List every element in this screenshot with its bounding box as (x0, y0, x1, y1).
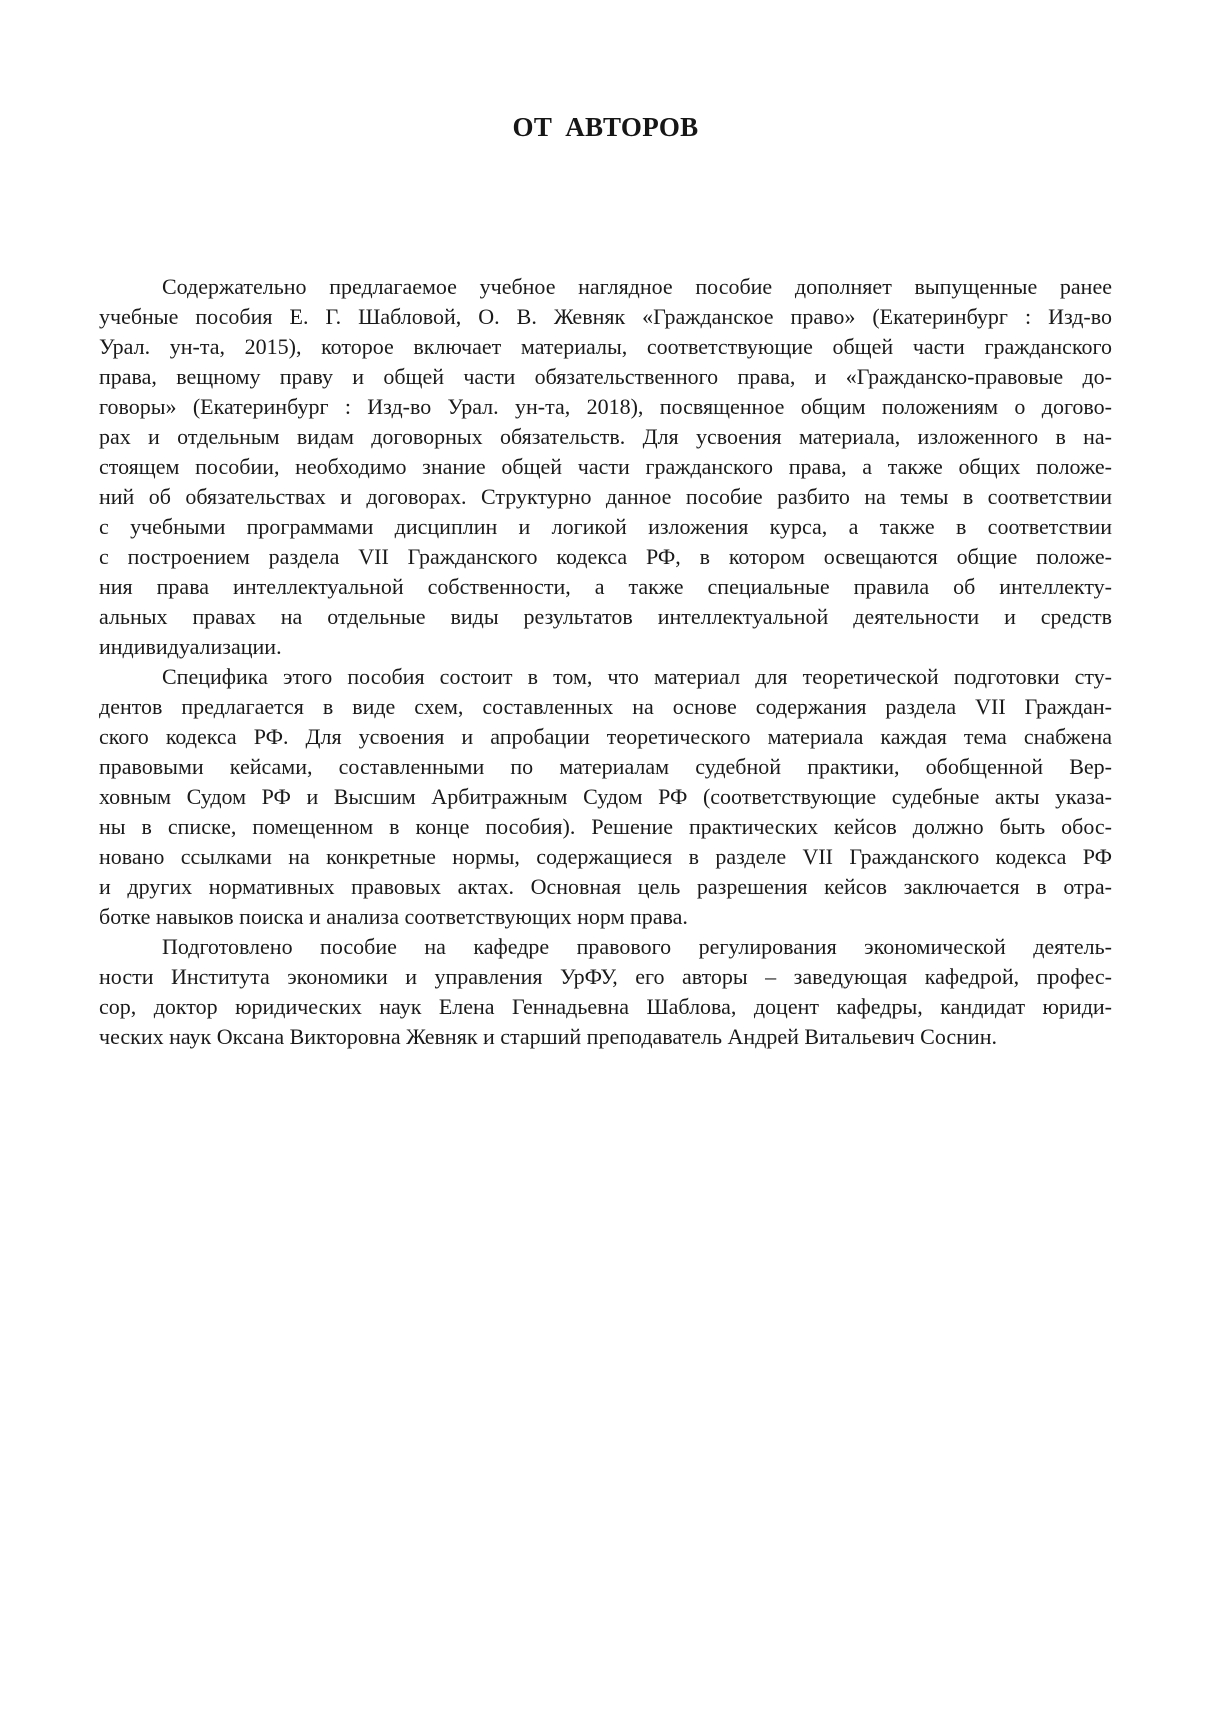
text-line: и других нормативных правовых актах. Основная цель разрешения кейсов заключается в отра- (99, 874, 1112, 899)
text-line: новано ссылками на конкретные нормы, содержащиеся в разделе VII Гражданского кодекса РФ (99, 844, 1112, 869)
text-line: Урал. ун-та, 2015), которое включает материалы, соответствующие общей части гражданского (99, 334, 1112, 359)
document-body (99, 272, 1112, 1052)
text-line: Содержательно предлагаемое учебное наглядное пособие дополняет выпущенные ранее (162, 274, 1112, 299)
text-line: ческих наук Оксана Викторовна Жевняк и старший преподаватель Андрей Витальевич Соснин. (99, 1024, 997, 1049)
text-line: стоящем пособии, необходимо знание общей части гражданского права, а также общих положе- (99, 454, 1112, 479)
text-line: права, вещному праву и общей части обязательственного права, и «Гражданско-правовые до- (99, 364, 1112, 389)
text-line: дентов предлагается в виде схем, составленных на основе содержания раздела VII Граждан- (99, 694, 1112, 719)
page-title: ОТ АВТОРОВ (512, 112, 699, 142)
text-line: ны в списке, помещенном в конце пособия). Решение практических кейсов должно быть обос- (99, 814, 1112, 839)
text-line: правовыми кейсами, составленными по материалам судебной практики, обобщенной Вер- (99, 754, 1112, 779)
text-line: ботке навыков поиска и анализа соответствующих норм права. (99, 904, 688, 929)
text-line: с учебными программами дисциплин и логикой изложения курса, а также в соответствии (99, 514, 1112, 539)
text-line: ности Института экономики и управления УрФУ, его авторы – заведующая кафедрой, профес- (99, 964, 1112, 989)
text-line: альных правах на отдельные виды результатов интеллектуальной деятельности и средств (99, 604, 1112, 629)
text-line: сор, доктор юридических наук Елена Геннадьевна Шаблова, доцент кафедры, кандидат юриди- (99, 994, 1112, 1019)
text-line: ховным Судом РФ и Высшим Арбитражным Судом РФ (соответствующие судебные акты указа- (99, 784, 1112, 809)
text-line: ний об обязательствах и договорах. Структурно данное пособие разбито на темы в соответствии (99, 484, 1112, 509)
text-line: с построением раздела VII Гражданского кодекса РФ, в котором освещаются общие положе- (99, 544, 1112, 569)
paragraph (99, 662, 1112, 932)
text-line: Специфика этого пособия состоит в том, что материал для теоретической подготовки сту- (162, 664, 1112, 689)
text-line: Подготовлено пособие на кафедре правового регулирования экономической деятель- (162, 934, 1112, 959)
text-line: рах и отдельным видам договорных обязательств. Для усвоения материала, изложенного в на- (99, 424, 1112, 449)
paragraph (99, 272, 1112, 662)
text-line: ского кодекса РФ. Для усвоения и апробации теоретического материала каждая тема снабжена (99, 724, 1112, 749)
text-line: учебные пособия Е. Г. Шабловой, О. В. Жевняк «Гражданское право» (Екатеринбург : Изд-во (99, 304, 1112, 329)
text-line: ния права интеллектуальной собственности, а также специальные правила об интеллекту- (99, 574, 1112, 599)
text-line: индивидуализации. (99, 634, 282, 659)
text-line: говоры» (Екатеринбург : Изд-во Урал. ун-та, 2018), посвященное общим положениям о догово- (99, 394, 1112, 419)
paragraph (99, 932, 1112, 1052)
